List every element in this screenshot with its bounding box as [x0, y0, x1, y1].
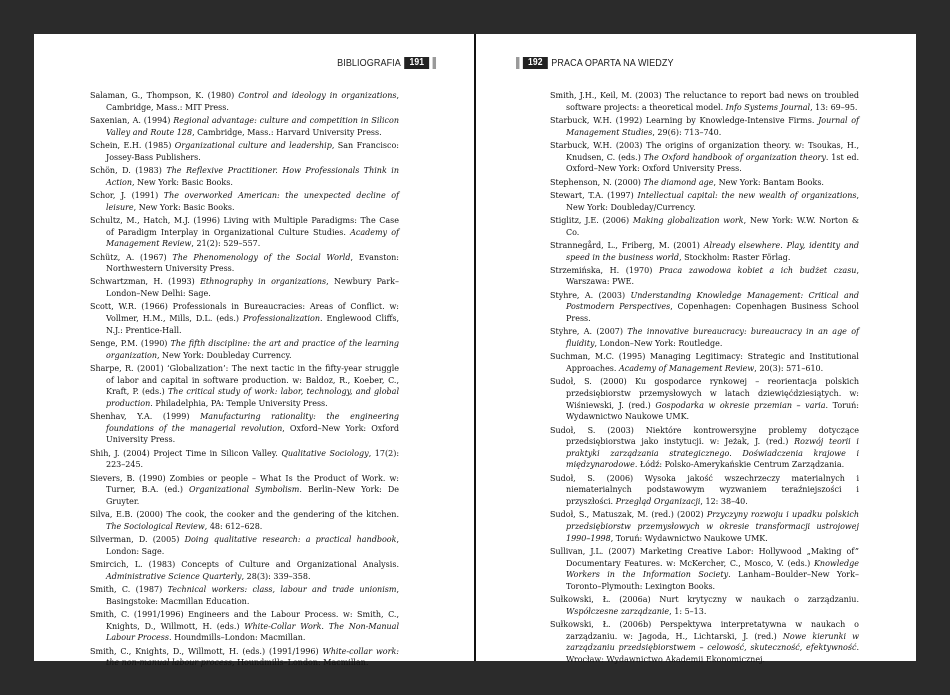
bibliography-entry [550, 376, 859, 422]
bibliography-entry [90, 140, 399, 163]
bibliography-entry [550, 115, 859, 138]
entry-text: . Łódź: Polsko-Amerykańskie Centrum Zarządzania. [634, 460, 845, 470]
entry-text: Silverman, D. (2005) [90, 535, 185, 545]
entry-text: , 29(6): 713–740. [652, 127, 722, 137]
entry-text: , 48: 612–628. [204, 521, 263, 531]
entry-title-text: Technical workers: class, labour and trade unionism [167, 585, 397, 595]
entry-title-text: Przyczyny rozwoju i upadku polskich przedsiębiorstw przemysłowych w okresie transformacji ustrojowej 1990–1998 [566, 510, 860, 543]
page-number-bar [516, 57, 519, 69]
entry-text: Schultz, M., Hatch, M.J. (1996) Living with Multiple Paradigms: The Case of Paradigm Interplay in Organizational Culture Studies. [90, 215, 399, 237]
entry-text: , New York: W.W. Norton & Co. [566, 215, 859, 237]
entry-text: Shenhav, Y.A. (1999) [90, 412, 201, 422]
entry-text: Salaman, G., Thompson, K. (1980) [90, 91, 239, 100]
entry-text: Stiglitz, J.E. (2006) [550, 215, 633, 225]
entry-text: , New York: Doubleday/Currency. [566, 190, 859, 212]
running-header [516, 56, 674, 70]
bibliography-entry [550, 215, 859, 238]
entry-text: , New York: Doubleday Currency. [156, 350, 292, 360]
entry-text: Schein, E.H. (1985) [90, 140, 175, 150]
entry-text: . 1st ed. Oxford–New York: Oxford University Press. [566, 152, 859, 174]
entry-text: . Berlin–New York: De Gruyter. [106, 485, 399, 506]
bibliography-entry [550, 351, 859, 374]
entry-title-text: Professionalization [242, 314, 321, 324]
entry-title-text: Journal of Management Studies [566, 115, 859, 137]
entry-text: Suchman, M.C. (1995) Managing Legitimacy: Strategic and Institutional Approaches. [550, 352, 859, 374]
bibliography-entry [90, 559, 399, 582]
entry-text: . Englewood Cliffs, N.J.: Prentice-Hall. [106, 314, 399, 335]
entry-text: Sudoł, S. (2006) Wysoka jakość wszechrzeczy materialnych i niematerialnych podstawowym wyzwaniem teraźniejszości i przyszłości. [550, 473, 859, 506]
bibliography-entry [550, 140, 859, 175]
left-page [34, 34, 474, 668]
entry-text: , New York: Basic Books. [132, 177, 233, 187]
entry-text: , 1: 5–13. [669, 606, 707, 616]
entry-text: Silva, E.B. (2000) The cook, the cooker and the gendering of the kitchen. [90, 510, 399, 520]
bibliography-entry [550, 240, 859, 263]
bibliography-entry [90, 90, 399, 113]
entry-title-text: The fifth discipline: the art and practice of the learning organization [106, 339, 399, 360]
entry-title-text: Knowledge Workers in the Information Society [566, 558, 859, 580]
entry-text: Styhre, A. (2003) [550, 290, 631, 300]
header-title: BIBLIOGRAFIA [336, 57, 401, 69]
bibliography-entry [90, 215, 399, 250]
bibliography-entry [90, 609, 399, 644]
entry-text: , 17(2): 223–245. [106, 448, 400, 470]
entry-text: Sharpe, R. (2001) ‘Globalization’: The next tactic in the fifty-year struggle of labor and capital in software production. w: Baldoz, R., Koeber, C., Kraft, P. (eds.) [90, 364, 399, 397]
entry-title-text: The innovative bureaucracy: bureaucracy in an age of fluidity [566, 327, 859, 349]
entry-text: . Toruń: Wydawnictwo Naukowe UMK. [566, 400, 859, 422]
entry-text: Starbuck, W.H. (2003) The origins of organization theory. w: Tsoukas, H., Knudsen, C. (eds.) [550, 140, 859, 162]
entry-title-text: Manufacturing rationality: the engineering foundations of the managerial revolution [106, 412, 399, 433]
entry-text: , Basingstoke: Macmillan Education. [106, 585, 399, 606]
entry-text: Schön, D. (1983) [90, 165, 167, 175]
bibliography-entry [90, 584, 399, 607]
entry-title-text: The Oxford handbook of organization theory [643, 152, 826, 162]
entry-title-text: White-Collar Work. The Non-Manual Labour Process [106, 621, 399, 643]
entry-text: Smircich, L. (1983) Concepts of Culture and Organizational Analysis. [90, 560, 399, 570]
bibliography-entry [90, 115, 399, 138]
entry-title-text: Praca zawodowa kobiet a ich budżet czasu [658, 265, 857, 275]
entry-text: Smith, J.H., Keil, M. (2003) The reluctance to report bad news on troubled software projects: a theoretical model. [550, 91, 859, 112]
bibliography-entry [550, 90, 859, 113]
entry-title-text: Intellectual capital: the new wealth of organizations [637, 190, 857, 200]
entry-title-text: Understanding Knowledge Management: Critical and Postmodern Perspectives [566, 290, 859, 312]
entry-text: Stephenson, N. (2000) [550, 177, 644, 187]
entry-text: Sudoł, S. (2003) Niektóre kontrowersyjne problemy dotyczące przedsiębiorstwa jako instytucji. w: Jeżak, J. (red.) [550, 425, 859, 447]
entry-title-text: Academy of Management Review [106, 227, 399, 249]
entry-text: Scott, W.R. (1966) Professionals in Bureaucracies: Areas of Conflict. w: Vollmer, H.M., Mills, D.L. (eds.) [90, 302, 399, 324]
entry-title-text: Making globalization work [632, 215, 744, 225]
entry-title-text: The critical study of work: labor, technology, and global production [106, 387, 399, 408]
entry-title-text: The diamond age [643, 177, 714, 187]
bibliography-entry [90, 646, 399, 669]
entry-text: , 20(3): 571–610. [754, 364, 824, 374]
entry-title-text: The Reflexive Practitioner. How Professionals Think in Action [106, 165, 399, 187]
entry-title-text: Ethnography in organizations [200, 277, 327, 287]
entry-title-text: White-collar work: the non-manual labour process [106, 646, 399, 668]
entry-text: . Philadelphia, PA: Temple University Press. [150, 398, 328, 408]
entry-text: Smith, C. (1987) [90, 585, 168, 595]
bibliography-entry [550, 190, 859, 213]
entry-text: , Warszawa: PWE. [566, 265, 859, 287]
bibliography-entry [90, 473, 399, 508]
running-header [337, 56, 436, 70]
entry-text: Strannegård, L., Friberg, M. (2001) [550, 240, 704, 250]
entry-text: , London: Sage. [106, 535, 399, 556]
bibliography-list [90, 90, 399, 671]
bibliography-entry [550, 594, 859, 617]
entry-text: Sułkowski, Ł. (2006a) Nurt krytyczny w naukach o zarządzaniu. [550, 595, 859, 605]
entry-title-text: Already elsewhere. Play, identity and speed in the business world [566, 240, 859, 262]
bibliography-entry [90, 301, 399, 336]
entry-text: Stewart, T.A. (1997) [550, 190, 638, 200]
entry-text: , 12: 38–40. [700, 496, 748, 506]
page-number-bar [433, 57, 436, 69]
entry-title-text: Control and ideology in organizations [238, 91, 397, 100]
entry-text: Schütz, A. (1967) [90, 252, 173, 262]
bibliography-entry [550, 509, 859, 544]
entry-text: , Newbury Park–London–New Delhi: Sage. [106, 277, 399, 299]
entry-title-text: Rozwój teorii i praktyki zarządzania strategicznego. Doświadczenia krajowe i międzynarodowe [566, 437, 859, 470]
entry-text: . Houndmills–London: Macmillan. [169, 633, 306, 643]
entry-text: , 21(2): 529–557. [191, 239, 261, 249]
entry-title-text: Organizational Symbolism [188, 485, 300, 495]
bibliography-list [550, 90, 859, 667]
entry-text: Starbuck, W.H. (1992) Learning by Knowledge-Intensive Firms. [550, 115, 819, 125]
entry-text: , London–New York: Routledge. [594, 339, 723, 349]
entry-title-text: Doing qualitative research: a practical handbook [184, 535, 397, 545]
entry-text: Smith, C., Knights, D., Willmott, H. (eds.) (1991/1996) [90, 646, 323, 656]
entry-text: , Stockholm: Raster Förlag. [679, 252, 791, 262]
entry-text: Styhre, A. (2007) [550, 327, 628, 337]
entry-title-text: The Phenomenology of the Social World [172, 252, 351, 262]
bibliography-entry [550, 265, 859, 288]
entry-title-text: The overworked American: the unexpected decline of leisure [106, 190, 399, 212]
entry-text: Sudoł, S. (2000) Ku gospodarce rynkowej – reorientacja polskich przedsiębiorstw przemysłowych w latach dziewięćdziesiątych. w: Wiśniewski, J. (red.) [550, 377, 859, 410]
entry-title-text: Nowe kierunki w zarządzaniu przedsiębiorstwem – celowość, skuteczność, efektywność [566, 631, 859, 653]
entry-text: Strzemińska, H. (1970) [550, 265, 659, 275]
entry-text: Schor, J. (1991) [90, 190, 164, 200]
entry-title-text: Przegląd Organizacji [615, 496, 701, 506]
entry-title-text: The Sociological Review [106, 521, 205, 531]
entry-text: . Wrocław: Wydawnictwo Akademii Ekonomicznej. [566, 643, 859, 664]
bibliography-entry [90, 276, 399, 299]
entry-text: , San Francisco: Jossey-Bass Publishers. [106, 140, 400, 162]
entry-text: . Lanham–Boulder–New York–Toronto–Plymouth: Lexington Books. [566, 570, 859, 591]
bibliography-entry [90, 252, 399, 275]
entry-text: Sułkowski, Ł. (2006b) Perspektywa interpretatywna w naukach o zarządzaniu. w: Jagoda, H., Lichtarski, J. (red.) [550, 620, 859, 641]
entry-title-text: Gospodarka w okresie przemian – varia [655, 400, 826, 410]
entry-text: Sullivan, J.L. (2007) Marketing Creative Labor: Hollywood „Making of” Documentary Features. w: McKercher, C., Mosco, V. (eds.) [550, 546, 859, 568]
bibliography-entry [550, 546, 859, 592]
entry-text: Shih, J. (2004) Project Time in Silicon Valley. [90, 448, 282, 458]
entry-text: Sievers, B. (1990) Zombies or people – What Is the Product of Work. w: Turner, B.A. (ed.) [90, 473, 399, 495]
entry-text: , 28(3): 339–358. [241, 571, 311, 581]
bibliography-entry [90, 509, 399, 532]
entry-title-text: Qualitative Sociology [281, 448, 369, 458]
header-title: PRACA OPARTA NA WIEDZY [551, 57, 674, 69]
entry-title-text: Info Systems Journal [725, 102, 811, 112]
bibliography-entry [90, 363, 399, 409]
entry-text: , Houndmills–London: Macmillan. [231, 658, 369, 668]
entry-text: , New York: Bantam Books. [713, 177, 824, 187]
entry-text: Sudoł, S., Matuszak, M. (red.) (2002) [550, 510, 707, 520]
entry-title-text: Organizational culture and leadership [174, 140, 332, 150]
entry-text: , Copenhagen: Copenhagen Business School Press. [566, 302, 859, 324]
entry-text: , Evanston: Northwestern University Press. [106, 252, 399, 274]
bibliography-entry [550, 290, 859, 325]
bibliography-entry [550, 473, 859, 508]
entry-title-text: Academy of Management Review [619, 364, 755, 374]
entry-text: Smith, C. (1991/1996) Engineers and the Labour Process. w: Smith, C., Knights, D., Willmott, H. (eds.) [90, 610, 399, 631]
bibliography-entry [90, 190, 399, 213]
entry-text: Senge, P.M. (1990) [90, 339, 171, 349]
bibliography-entry [90, 411, 399, 446]
bibliography-entry [90, 448, 399, 471]
page-number: 191 [404, 57, 429, 69]
bibliography-entry [90, 165, 399, 188]
entry-text: , Cambridge, Mass.: Harvard University Press. [192, 127, 382, 137]
right-page [476, 34, 916, 664]
entry-text: , Oxford–New York: Oxford University Press. [106, 423, 399, 445]
entry-text: Saxenian, A. (1994) [90, 115, 174, 125]
bibliography-entry [90, 338, 399, 361]
entry-title-text: Administrative Science Quarterly [106, 571, 242, 581]
bibliography-entry [550, 425, 859, 471]
bibliography-entry [550, 619, 859, 665]
bibliography-entry [550, 326, 859, 349]
entry-text: , Toruń: Wydawnictwo Naukowe UMK. [610, 533, 768, 543]
entry-title-text: Współczesne zarządzanie [566, 606, 670, 616]
entry-title-text: Regional advantage: culture and competition in Silicon Valley and Route 128 [106, 115, 399, 137]
bibliography-entry [90, 534, 399, 557]
entry-text: Schwartzman, H. (1993) [90, 277, 201, 287]
bibliography-entry [550, 177, 859, 189]
entry-text: , Cambridge, Mass.: MIT Press. [106, 91, 399, 112]
entry-text: , 13: 69–95. [810, 102, 858, 112]
page-number: 192 [523, 57, 548, 69]
entry-text: , New York: Basic Books. [133, 202, 235, 212]
